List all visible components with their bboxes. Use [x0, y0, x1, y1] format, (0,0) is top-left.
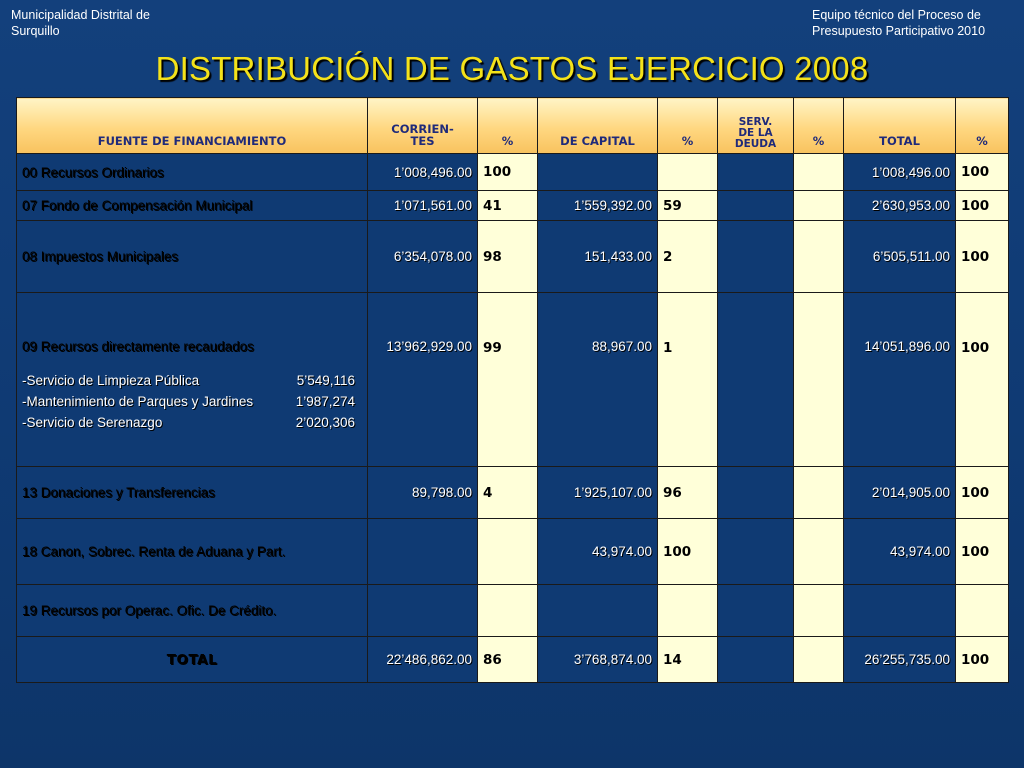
cell-capital: 151,433.00: [538, 221, 658, 293]
municipality-name-line1: Municipalidad Distrital de: [11, 8, 150, 22]
cell-deuda: [718, 585, 794, 637]
cell-capital: [538, 154, 658, 191]
total-deuda: [718, 637, 794, 683]
cell-total: 14’051,896.00: [844, 293, 956, 467]
sub-items-list: [22, 370, 362, 433]
cell-corrientes: 6’354,078.00: [368, 221, 478, 293]
cell-pct2: 100: [658, 519, 718, 585]
col-header-pct2: %: [658, 98, 718, 154]
cell-pct1: [478, 519, 538, 585]
cell-pct1: [478, 585, 538, 637]
municipality-header: [11, 7, 150, 39]
table-row: [17, 154, 1009, 191]
cell-capital: [538, 585, 658, 637]
team-name-line1: Equipo técnico del Proceso de: [812, 8, 981, 22]
cell-fuente: 00 Recursos Ordinarios: [17, 154, 368, 191]
cell-fuente: 07 Fondo de Compensación Municipal: [17, 191, 368, 221]
total-corrientes: 22’486,862.00: [368, 637, 478, 683]
cell-pct3: [794, 154, 844, 191]
sub-item-label: -Servicio de Serenazgo: [22, 415, 163, 430]
cell-capital: 43,974.00: [538, 519, 658, 585]
sub-item-label: -Servicio de Limpieza Pública: [22, 373, 200, 388]
cell-capital: 1’925,107.00: [538, 467, 658, 519]
cell-pct3: [794, 191, 844, 221]
total-pct3: [794, 637, 844, 683]
cell-pct4: 100: [956, 221, 1009, 293]
total-capital: 3’768,874.00: [538, 637, 658, 683]
team-name-line2: Presupuesto Participativo 2010: [812, 24, 986, 38]
cell-deuda: [718, 519, 794, 585]
cell-total: 43,974.00: [844, 519, 956, 585]
cell-capital: 88,967.00: [538, 293, 658, 467]
cell-total: 2’014,905.00: [844, 467, 956, 519]
slide-title: DISTRIBUCIÓN DE GASTOS EJERCICIO 2008: [155, 50, 869, 87]
cell-deuda: [718, 293, 794, 467]
cell-corrientes: 1’071,561.00: [368, 191, 478, 221]
cell-pct3: [794, 585, 844, 637]
list-item: [22, 412, 362, 433]
cell-pct3: [794, 293, 844, 467]
cell-corrientes: 13’962,929.00: [368, 293, 478, 467]
cell-deuda: [718, 154, 794, 191]
col-header-pct1: %: [478, 98, 538, 154]
total-row: [17, 637, 1009, 683]
municipality-name-line2: Surquillo: [11, 24, 60, 38]
total-pct2: 14: [658, 637, 718, 683]
cell-total: [844, 585, 956, 637]
cell-total: 2’630,953.00: [844, 191, 956, 221]
cell-total: 6’505,511.00: [844, 221, 956, 293]
col-header-total: TOTAL: [844, 98, 956, 154]
sub-item-value: 5’549,116: [296, 373, 355, 388]
cell-pct2: 1: [658, 293, 718, 467]
cell-pct1: 99: [478, 293, 538, 467]
cell-fuente: 19 Recursos por Operac. Ofic. De Crédito.: [17, 585, 368, 637]
cell-pct2: 2: [658, 221, 718, 293]
total-total: 26’255,735.00: [844, 637, 956, 683]
list-item: [22, 370, 362, 391]
cell-fuente: [17, 293, 368, 467]
cell-pct4: 100: [956, 467, 1009, 519]
col-header-deuda: SERV. DE LA DEUDA: [718, 98, 794, 154]
cell-pct3: [794, 467, 844, 519]
cell-pct1: 4: [478, 467, 538, 519]
cell-pct2: [658, 154, 718, 191]
table-row: [17, 467, 1009, 519]
cell-corrientes: 1’008,496.00: [368, 154, 478, 191]
cell-corrientes: [368, 519, 478, 585]
cell-fuente: 08 Impuestos Municipales: [17, 221, 368, 293]
cell-fuente: 13 Donaciones y Transferencias: [17, 467, 368, 519]
list-item: [22, 391, 362, 412]
cell-pct2: 96: [658, 467, 718, 519]
sub-item-value: 1’987,274: [295, 394, 355, 409]
cell-capital: 1’559,392.00: [538, 191, 658, 221]
cell-deuda: [718, 221, 794, 293]
cell-corrientes: [368, 585, 478, 637]
cell-deuda: [718, 191, 794, 221]
cell-deuda: [718, 467, 794, 519]
total-pct4: 100: [956, 637, 1009, 683]
row-label: 09 Recursos directamente recaudados: [22, 339, 254, 354]
col-header-corrientes: CORRIEN- TES: [368, 98, 478, 154]
table-row: [17, 519, 1009, 585]
sub-item-label: -Mantenimiento de Parques y Jardines: [22, 394, 254, 409]
table-header-row: [17, 98, 1009, 154]
table-row: [17, 191, 1009, 221]
cell-pct4: 100: [956, 191, 1009, 221]
expense-distribution-table: [16, 97, 1009, 683]
col-header-pct3: %: [794, 98, 844, 154]
cell-fuente: 18 Canon, Sobrec. Renta de Aduana y Part.: [17, 519, 368, 585]
total-pct1: 86: [478, 637, 538, 683]
team-header: [812, 7, 985, 39]
cell-corrientes: 89,798.00: [368, 467, 478, 519]
cell-pct4: 100: [956, 154, 1009, 191]
cell-pct4: 100: [956, 293, 1009, 467]
col-header-capital: DE CAPITAL: [538, 98, 658, 154]
sub-item-value: 2’020,306: [295, 415, 355, 430]
cell-pct2: 59: [658, 191, 718, 221]
cell-pct2: [658, 585, 718, 637]
cell-pct3: [794, 519, 844, 585]
cell-pct4: [956, 585, 1009, 637]
cell-pct1: 100: [478, 154, 538, 191]
table-row: [17, 221, 1009, 293]
table-row: [17, 293, 1009, 467]
cell-pct1: 98: [478, 221, 538, 293]
cell-pct4: 100: [956, 519, 1009, 585]
col-header-fuente: FUENTE DE FINANCIAMIENTO: [17, 98, 368, 154]
table-row: [17, 585, 1009, 637]
cell-total: 1’008,496.00: [844, 154, 956, 191]
col-header-pct4: %: [956, 98, 1009, 154]
cell-pct1: 41: [478, 191, 538, 221]
cell-pct3: [794, 221, 844, 293]
total-label: TOTAL: [17, 637, 368, 683]
